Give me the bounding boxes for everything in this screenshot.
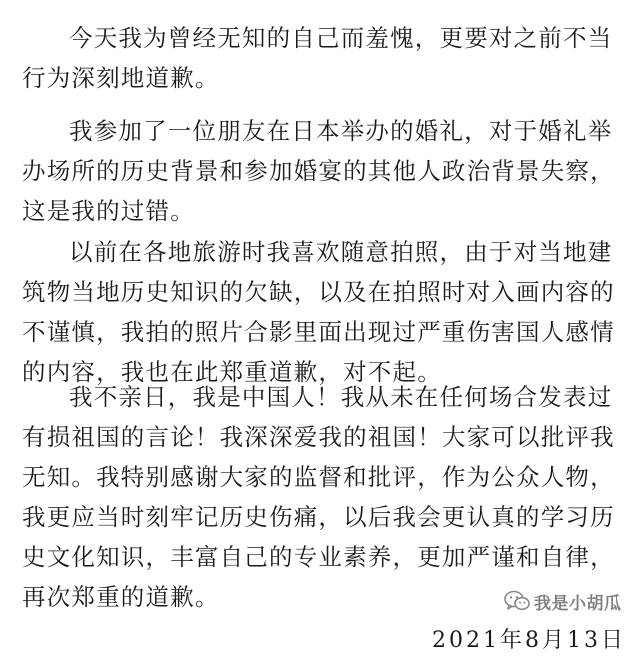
- paragraph-1: 今天我为曾经无知的自己而羞愧，更要对之前不当行为深刻地道歉。: [22, 24, 613, 92]
- statement-date: 2021年8月13日: [432, 628, 626, 653]
- wechat-icon: [504, 590, 530, 612]
- watermark: [504, 588, 622, 614]
- paragraph-2: 我参加了一位朋友在日本举办的婚礼，对于婚礼举办场所的历史背景和参加婚宴的其他人政治背景失察，这是我的过错。: [22, 117, 615, 225]
- paragraph-4: 我不亲日，我是中国人！我从未在任何场合发表过有损祖国的言论！我深深爱我的祖国！大家可以批评我无知。我特别感谢大家的监督和批评，作为公众人物，我更应当时刻牢记历史伤痛，以后我会更认真的学习历史文化知识，丰富自己的专业素养，更加严谨和自律，再次郑重的道歉。: [22, 383, 615, 611]
- paragraph-3: 以前在各地旅游时我喜欢随意拍照，由于对当地建筑物当地历史知识的欠缺，以及在拍照时对入画内容的不谨慎，我拍的照片合影里面出现过严重伤害国人感情的内容，我也在此郑重道歉，对不起。: [22, 238, 615, 386]
- watermark-text: 我是小胡瓜: [534, 593, 622, 614]
